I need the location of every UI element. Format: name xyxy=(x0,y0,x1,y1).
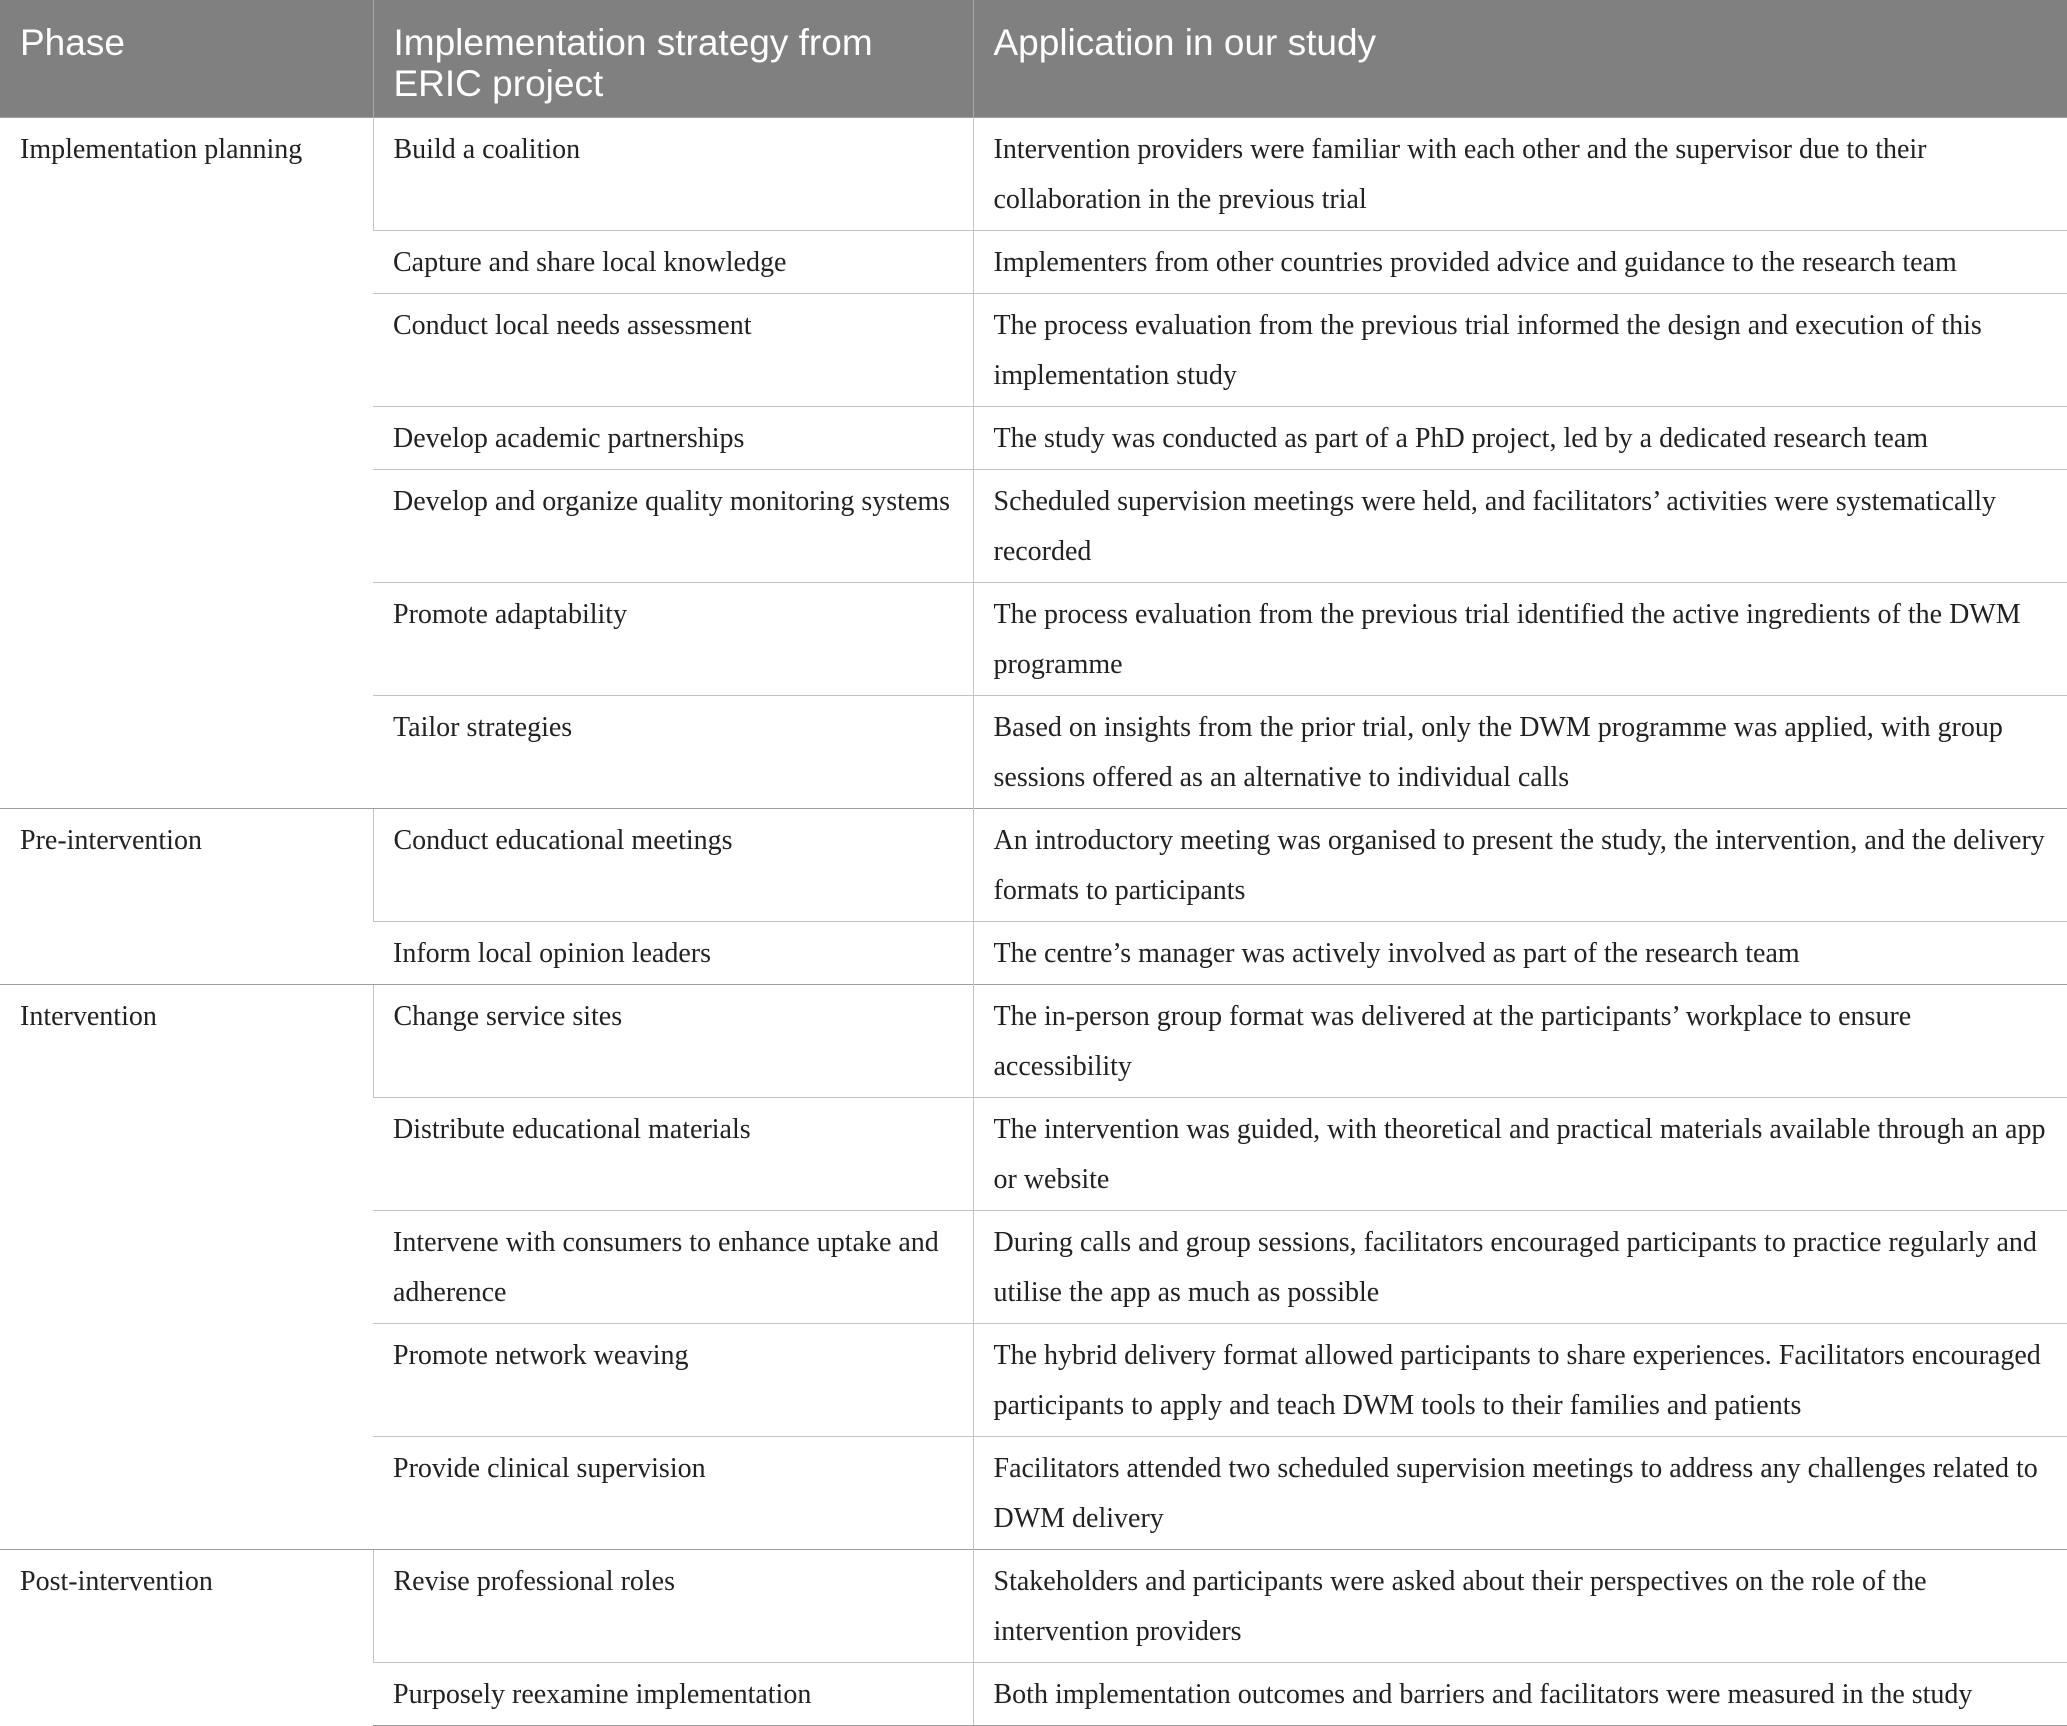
header-strategy: Implementation strategy from ERIC project xyxy=(373,0,973,118)
application-cell: An introductory meeting was organised to present the study, the intervention, and the delivery formats to participants xyxy=(973,809,2067,922)
header-row xyxy=(0,0,2067,118)
application-cell: Both implementation outcomes and barriers and facilitators were measured in the study xyxy=(973,1663,2067,1726)
strategy-cell: Promote network weaving xyxy=(373,1324,973,1437)
table-header xyxy=(0,0,2067,118)
table-row xyxy=(0,809,2067,922)
application-cell: The hybrid delivery format allowed participants to share experiences. Facilitators encouraged participants to apply and teach DWM tools to their families and patients xyxy=(973,1324,2067,1437)
strategy-cell: Revise professional roles xyxy=(373,1550,973,1663)
strategy-cell: Conduct local needs assessment xyxy=(373,294,973,407)
strategy-cell: Capture and share local knowledge xyxy=(373,231,973,294)
application-cell: Implementers from other countries provided advice and guidance to the research team xyxy=(973,231,2067,294)
application-cell: Stakeholders and participants were asked about their perspectives on the role of the intervention providers xyxy=(973,1550,2067,1663)
application-cell: The process evaluation from the previous trial identified the active ingredients of the DWM programme xyxy=(973,583,2067,696)
strategy-cell: Tailor strategies xyxy=(373,696,973,809)
application-cell: The process evaluation from the previous trial informed the design and execution of this implementation study xyxy=(973,294,2067,407)
application-cell: The in-person group format was delivered at the participants’ workplace to ensure accessibility xyxy=(973,985,2067,1098)
table-row xyxy=(0,1550,2067,1663)
application-cell: Based on insights from the prior trial, only the DWM programme was applied, with group sessions offered as an alternative to individual calls xyxy=(973,696,2067,809)
strategy-cell: Provide clinical supervision xyxy=(373,1437,973,1550)
strategy-cell: Change service sites xyxy=(373,985,973,1098)
strategy-cell: Conduct educational meetings xyxy=(373,809,973,922)
strategy-cell: Inform local opinion leaders xyxy=(373,922,973,985)
application-cell: The intervention was guided, with theoretical and practical materials available through an app or website xyxy=(973,1098,2067,1211)
strategy-cell: Purposely reexamine implementation xyxy=(373,1663,973,1726)
strategy-cell: Develop and organize quality monitoring systems xyxy=(373,470,973,583)
application-cell: Intervention providers were familiar with each other and the supervisor due to their collaboration in the previous trial xyxy=(973,118,2067,231)
strategy-cell: Intervene with consumers to enhance uptake and adherence xyxy=(373,1211,973,1324)
phase-cell: Post-intervention xyxy=(0,1550,373,1726)
application-cell: During calls and group sessions, facilitators encouraged participants to practice regularly and utilise the app as much as possible xyxy=(973,1211,2067,1324)
phase-cell: Pre-intervention xyxy=(0,809,373,985)
application-cell: The study was conducted as part of a PhD project, led by a dedicated research team xyxy=(973,407,2067,470)
application-cell: Scheduled supervision meetings were held, and facilitators’ activities were systematically recorded xyxy=(973,470,2067,583)
phase-cell: Implementation planning xyxy=(0,118,373,809)
table-body xyxy=(0,118,2067,1726)
header-phase: Phase xyxy=(0,0,373,118)
strategy-cell: Build a coalition xyxy=(373,118,973,231)
table-row xyxy=(0,985,2067,1098)
strategy-cell: Develop academic partnerships xyxy=(373,407,973,470)
phase-cell: Intervention xyxy=(0,985,373,1550)
strategy-cell: Distribute educational materials xyxy=(373,1098,973,1211)
header-application: Application in our study xyxy=(973,0,2067,118)
application-cell: The centre’s manager was actively involved as part of the research team xyxy=(973,922,2067,985)
strategy-cell: Promote adaptability xyxy=(373,583,973,696)
application-cell: Facilitators attended two scheduled supervision meetings to address any challenges related to DWM delivery xyxy=(973,1437,2067,1550)
table-row xyxy=(0,118,2067,231)
